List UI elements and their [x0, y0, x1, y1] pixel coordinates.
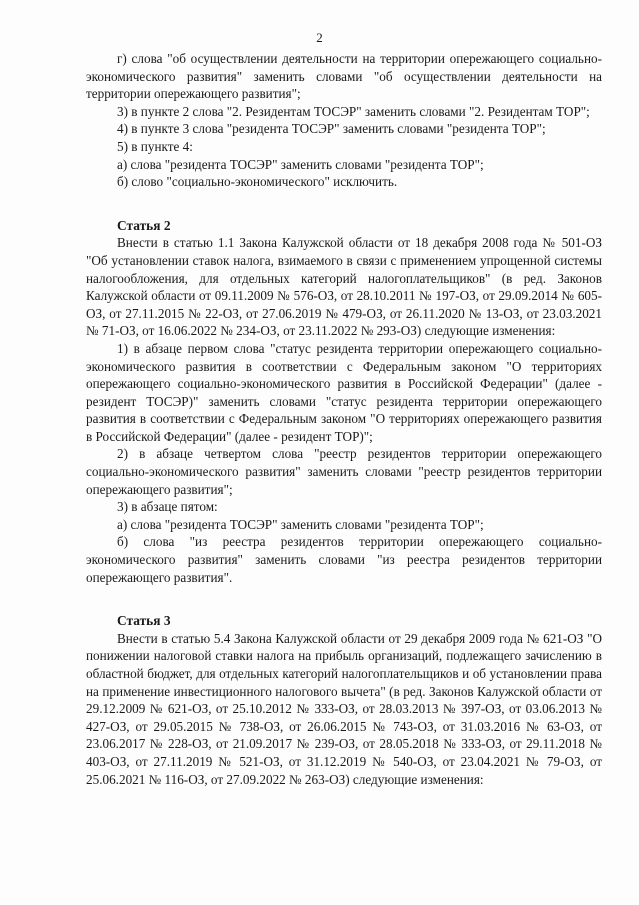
- page-number: 2: [316, 30, 323, 45]
- article-2-intro: Внести в статью 1.1 Закона Калужской области от 18 декабря 2008 года № 501-ОЗ "Об установлении ставок налога, взимаемого в связи с применением упрощенной системы налогообложения, для отдельных категорий налогоплательщиков" (в ред. Законов Калужской области от 09.11.2009 № 576-ОЗ, от 28.10.2011 № 197-ОЗ, от 29.09.2014 № 605-ОЗ, от 27.11.2015 № 22-ОЗ, от 27.06.2019 № 479-ОЗ, от 26.11.2020 № 13-ОЗ, от 23.03.2021 № 71-ОЗ, от 16.06.2022 № 234-ОЗ, от 23.11.2022 № 293-ОЗ) следующие изменения:: [86, 235, 602, 339]
- article-2-item-2: 2) в абзаце четвертом слова "реестр резидентов территории опережающего социально-экономического развития" заменить словами "реестр резидентов территории опережающего развития";: [86, 446, 602, 497]
- article-3-intro: Внести в статью 5.4 Закона Калужской области от 29 декабря 2009 года № 621-ОЗ "О понижении налоговой ставки налога на прибыль организаций, подлежащего зачислению в областной бюджет, для отдельных категорий налогоплательщиков и об установлении права на применение инвестиционного налогового вычета" (в ред. Законов Калужской области от 29.12.2009 № 621-ОЗ, от 25.10.2012 № 333-ОЗ, от 28.03.2013 № 397-ОЗ, от 03.06.2013 № 427-ОЗ, от 29.05.2015 № 738-ОЗ, от 26.06.2015 № 743-ОЗ, от 31.03.2016 № 63-ОЗ, от 23.06.2017 № 228-ОЗ, от 21.09.2017 № 239-ОЗ, от 28.05.2018 № 333-ОЗ, от 29.11.2018 № 403-ОЗ, от 27.11.2019 № 521-ОЗ, от 31.12.2019 № 540-ОЗ, от 23.04.2021 № 79-ОЗ, от 25.06.2021 № 116-ОЗ, от 27.09.2022 № 263-ОЗ) следующие изменения:: [86, 630, 602, 787]
- article-2-item-3: 3) в абзаце пятом:: [117, 499, 218, 515]
- article-2-item-1: 1) в абзаце первом слова "статус резидента территории опережающего социально-экономического развития в соответствии с Федеральным законом "О территориях опережающего социально-экономического развития в Российской Федерации" (далее - резидент ТОСЭР)" заменить словами "статус резидента территории опережающего развития в соответствии с Федеральным законом "О территориях опережающего развития в Российской Федерации" (далее - резидент ТОР)";: [86, 340, 602, 444]
- spacer: [86, 586, 602, 612]
- article-2-item-3b: б) слова "из реестра резидентов территории опережающего социально-экономического развития" заменить словами "из реестра резидентов территории опережающего развития".: [86, 534, 602, 585]
- article-2-item-3a: а) слова "резидента ТОСЭР" заменить словами "резидента ТОР";: [117, 516, 484, 532]
- amendment-item-g: г) слова "об осуществлении деятельности на территории опережающего социально-экономического развития" заменить словами "об осуществлении деятельности на территории опережающего развития";: [86, 51, 602, 102]
- amendment-item-5: 5) в пункте 4:: [117, 138, 193, 154]
- article-3-heading: Статья 3: [117, 613, 171, 629]
- amendment-item-3: 3) в пункте 2 слова "2. Резидентам ТОСЭР" заменить словами "2. Резидентам ТОР";: [117, 103, 590, 119]
- spacer: [86, 191, 602, 217]
- amendment-item-5a: а) слова "резидента ТОСЭР" заменить словами "резидента ТОР";: [117, 156, 484, 172]
- document-body: [86, 50, 602, 788]
- amendment-item-4: 4) в пункте 3 слова "резидента ТОСЭР" заменить словами "резидента ТОР";: [117, 121, 546, 137]
- article-2-heading: Статья 2: [117, 217, 171, 233]
- amendment-item-5b: б) слово "социально-экономического" исключить.: [117, 174, 398, 190]
